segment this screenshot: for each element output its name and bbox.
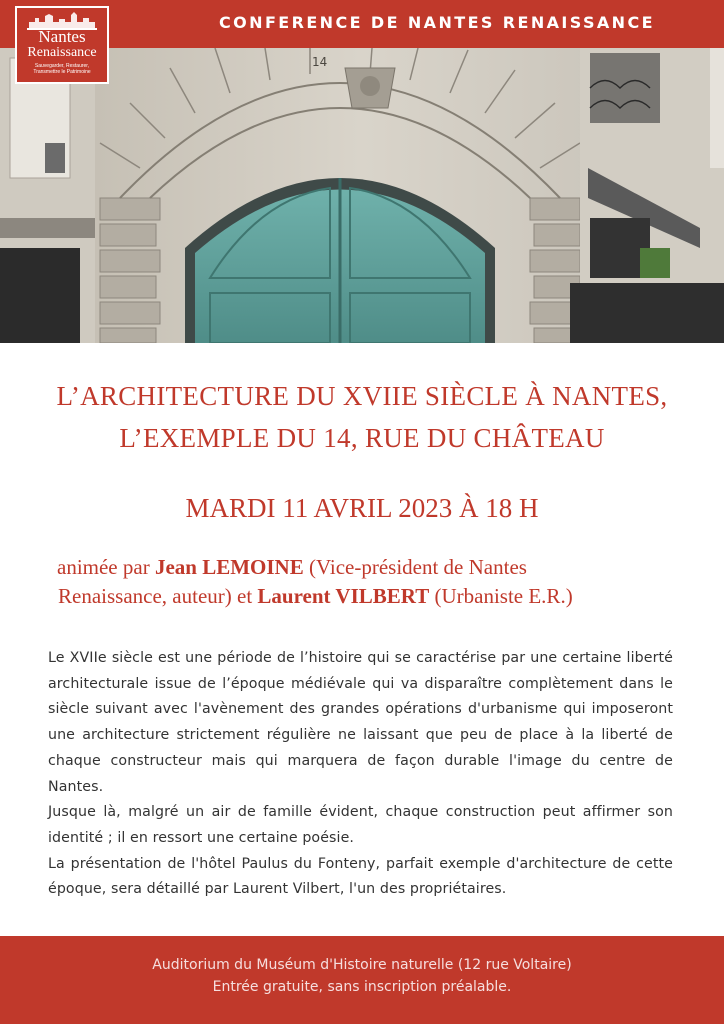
speakers-prefix: animée par [57,555,155,579]
title-line-2: L’EXEMPLE DU 14, RUE DU CHÂTEAU [119,423,605,453]
speaker-2-name: Laurent VILBERT [257,584,430,608]
speaker-1-role-b: Renaissance, auteur) [58,584,232,608]
logo-name-line1: Nantes [38,27,86,46]
description-paragraph-1: Le XVIIe siècle est une période de l’histoire qui se caractérise par une certaine liberté architecturale issue de l’époque médiévale qui va disparaître complètement dans le siècle suivant avec l'avènement des grandes opérations d'urbanisme qui imposeront une architecture strictement régulière ne laissant que peu de place à la liberté de chaque constructeur mais qui marquera de façon durable l'image du centre de Nantes. [48,650,673,795]
conference-title [20,375,704,459]
event-date: MARDI 11 AVRIL 2023 À 18 H [185,493,539,523]
header-title: CONFERENCE DE NANTES RENAISSANCE [219,13,655,32]
house-number: 14 [312,55,328,69]
footer-venue: Auditorium du Muséum d'Histoire naturelle (12 rue Voltaire) [152,957,572,973]
title-line-1: L’ARCHITECTURE DU XVIIE SIÈCLE À NANTES, [56,381,668,411]
footer-access: Entrée gratuite, sans inscription préalable. [212,979,512,995]
speakers-line-1 [57,553,687,582]
nantes-renaissance-logo [15,6,109,84]
logo-name-line2: Renaissance [27,45,97,60]
speakers-line-2 [57,582,687,611]
description-paragraph-2: Jusque là, malgré un air de famille évident, chaque construction peut affirmer son identité ; il en ressort une certaine poésie. [48,804,673,846]
description [48,646,673,903]
description-paragraph-3: La présentation de l'hôtel Paulus du Fonteny, parfait exemple d'architecture de cette époque, sera détaillé par Laurent Vilbert, l'un des propriétaires. [48,855,673,898]
speaker-1-name: Jean LEMOINE [154,555,304,579]
speaker-1-role-a: (Vice-président de Nantes [303,555,527,579]
logo-tagline: Sauvegarder, Restaurer, Transmettre le Patrimoine [33,63,91,75]
speaker-2-role: (Urbaniste E.R.) [429,584,573,608]
speakers-connector: et [231,584,258,608]
speakers-block [57,553,687,611]
doorway-photo [0,48,724,343]
doorway-illustration [0,48,724,343]
